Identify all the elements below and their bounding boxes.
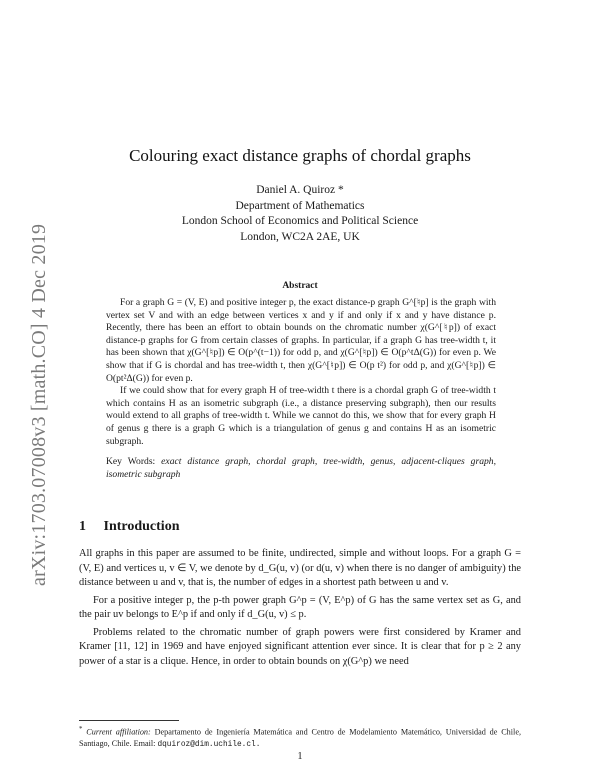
arxiv-stamp: arXiv:1703.07008v3 [math.CO] 4 Dec 2019: [28, 223, 50, 586]
footnote-marker: *: [79, 726, 83, 733]
body-paragraph: Problems related to the chromatic number of graph powers were first considered by Kramer and Kramer [11, 12] in 1969 and have enjoyed significant attention ever since. It is clear that for p ≥ 2 any power of a star is a clique. Hence, in order to obtain bounds on χ(G^p) we need: [79, 626, 521, 667]
abstract: [106, 297, 496, 481]
author-address: London, WC2A 2AE, UK: [240, 230, 360, 243]
footnote-email: dquiroz@dim.uchile.cl.: [157, 740, 261, 749]
author-department: Department of Mathematics: [235, 199, 365, 212]
section-number: 1: [79, 519, 86, 534]
keywords-list: exact distance graph, chordal graph, tree-width, genus, adjacent-cliques graph, isometric subgraph: [106, 456, 496, 480]
abstract-paragraph: If we could show that for every graph H of tree-width t there is a chordal graph G of tree-width t which contains H as an isometric subgraph (i.e., a distance preserving subgraph), then our results would extend to all graphs of tree-width t. While we cannot do this, we show that for every graph H of genus g there is a graph G which is a triangulation of genus g and contains H as an isometric subgraph.: [106, 385, 496, 447]
footnote-text: Departamento de Ingeniería Matemática and Centro de Modelamiento Matemático, Universidad de Chile, Santiago, Chile. Email:: [79, 727, 522, 748]
page-number: 1: [297, 751, 303, 762]
keywords-label: Key Words:: [106, 456, 156, 468]
author-institution: London School of Economics and Political Science: [181, 215, 419, 227]
section-title: Introduction: [103, 519, 180, 534]
body-text: [79, 547, 521, 672]
abstract-paragraph: For a graph G = (V, E) and positive integer p, the exact distance-p graph G^[♮p] is the graph with vertex set V and with an edge between vertices x and y if and only if x and y have distance p. Recently, there has been an effort to obtain bounds on the chromatic number χ(G^[♮p]) of exact distance-p graphs for G from certain classes of graphs. In particular, if a graph G has tree-width t, it has been shown that χ(G^[♮p]) ∈ O(p^(t−1)) for odd p, and χ(G^[♮p]) ∈ O(p^tΔ(G)) for even p. We show that if G is chordal and has tree-width t, then χ(G^[♮p]) ∈ O(p t²) for odd p, and χ(G^[♮p]) ∈ O(pt²Δ(G)) for even p.: [106, 297, 496, 384]
author-block: [0, 183, 600, 245]
body-paragraph: For a positive integer p, the p-th power graph G^p = (V, E^p) of G has the same vertex set as G, and the pair uv belongs to E^p if and only if d_G(u, v) ≤ p.: [79, 594, 521, 620]
body-paragraph: All graphs in this paper are assumed to be finite, undirected, simple and without loops. For a graph G = (V, E) and vertices u, v ∈ V, we denote by d_G(u, v) (or d(u, v) when there is no danger of ambiguity) the distance between u and v, that is, the number of edges in a shortest path between u and v.: [79, 548, 521, 588]
footnote-rule: [79, 720, 179, 721]
footnote-label: Current affiliation:: [86, 727, 151, 737]
section-heading: [79, 519, 179, 535]
abstract-heading: Abstract: [282, 281, 318, 291]
keywords-line: [106, 456, 496, 481]
author-name: Daniel A. Quiroz *: [256, 184, 344, 196]
footnote: [79, 724, 521, 751]
paper-title: Colouring exact distance graphs of chordal graphs: [129, 146, 471, 165]
